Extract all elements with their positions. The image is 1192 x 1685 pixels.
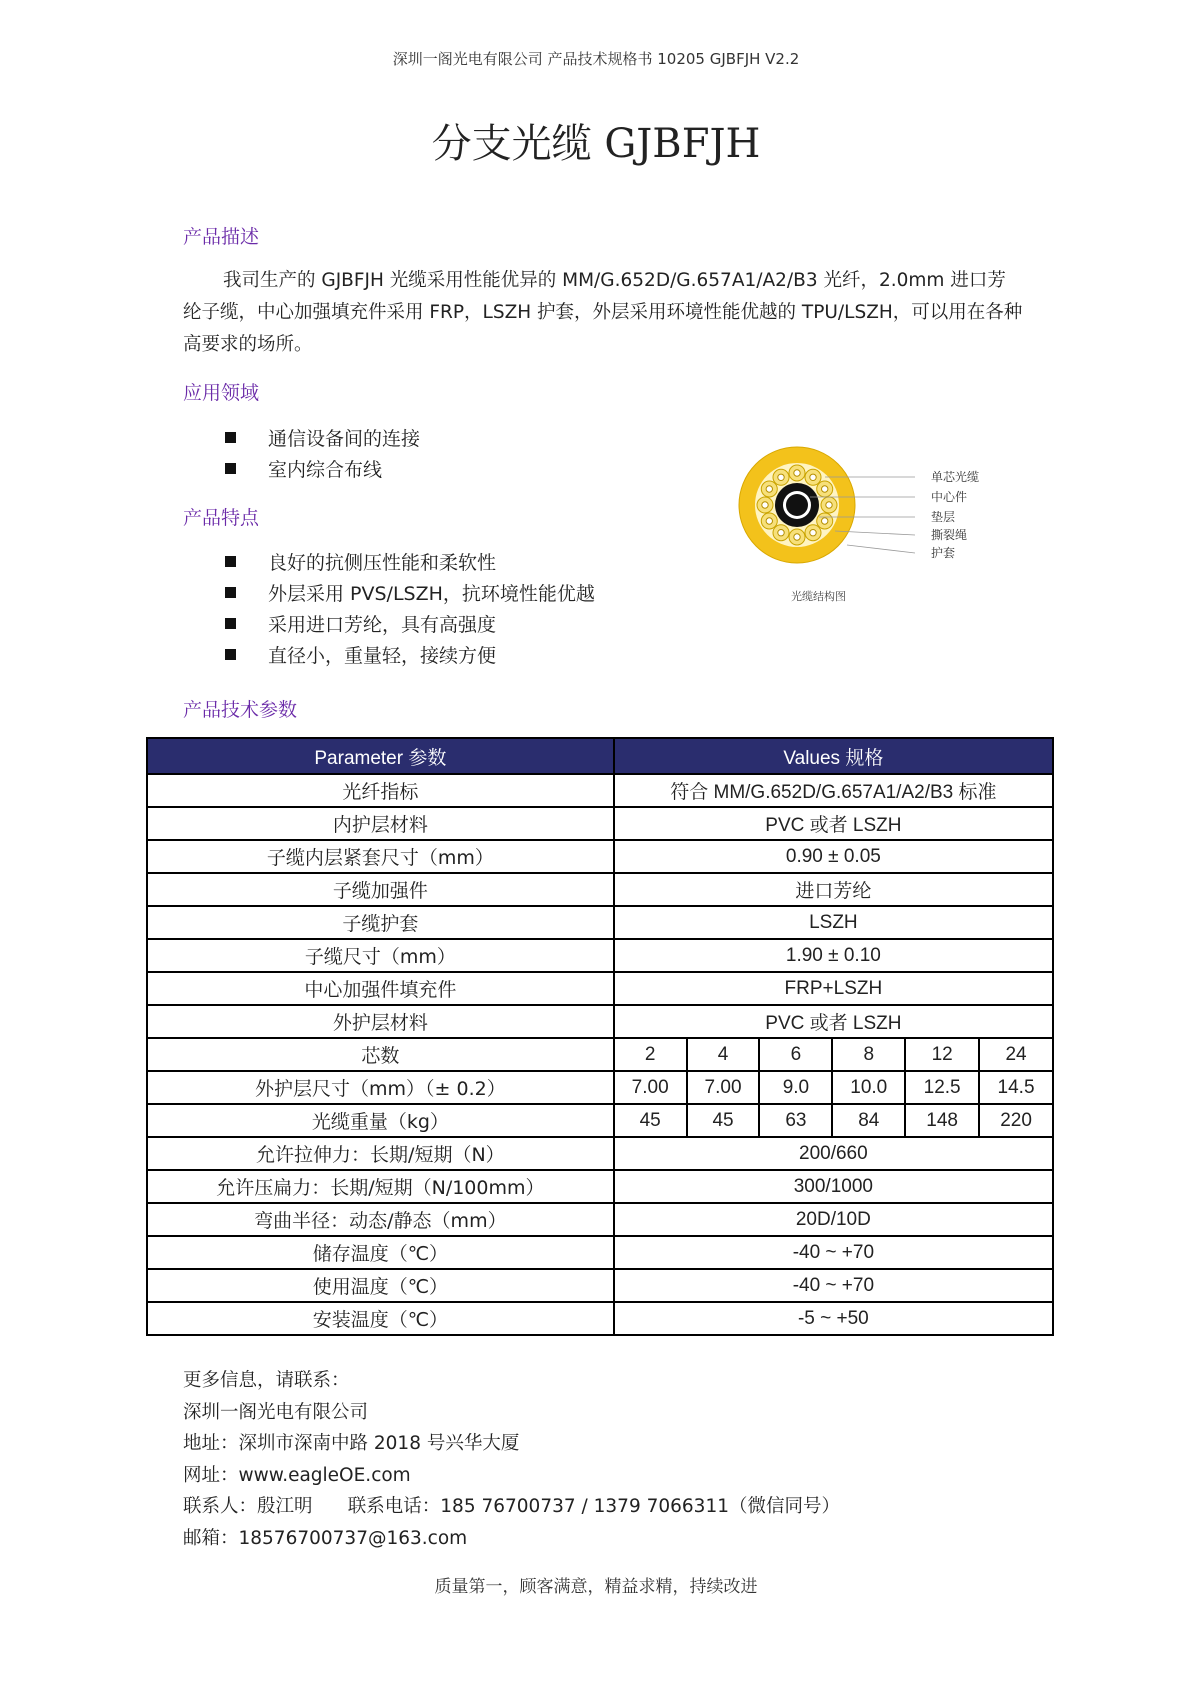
value-cell: 符合 MM/G.652D/G.657A1/A2/B3 标准 [614, 774, 1053, 807]
table-row [147, 1038, 1053, 1071]
param-cell: 安装温度（℃） [147, 1302, 614, 1335]
diagram-label: 中心件 [931, 490, 968, 504]
value-cell: PVC 或者 LSZH [614, 807, 1053, 840]
param-cell: 子缆加强件 [147, 873, 614, 906]
fiber-core [794, 534, 800, 540]
diagram-label: 垫层 [931, 510, 956, 524]
list-item: 直径小，重量轻，接续方便 [225, 641, 595, 672]
value-cell: 300/1000 [614, 1170, 1053, 1203]
table-row [147, 1104, 1053, 1137]
value-cell: 7.00 [687, 1071, 760, 1104]
param-cell: 光纤指标 [147, 774, 614, 807]
bullet-icon [225, 587, 236, 598]
table-row [147, 840, 1053, 873]
spec-table [146, 737, 1054, 1336]
fiber-core [762, 502, 768, 508]
contact-line: 邮箱：18576700737@163.com [183, 1527, 468, 1549]
value-cell: -5 ~ +50 [614, 1302, 1053, 1335]
value-cell: 进口芳纶 [614, 873, 1053, 906]
fiber-core [794, 470, 800, 476]
value-cell: 12 [905, 1038, 979, 1071]
contact-line: 地址：深圳市深南中路 2018 号兴华大厦 [183, 1433, 520, 1454]
page-header: 深圳一阁光电有限公司 产品技术规格书 10205 GJBFJH V2.2 [392, 50, 800, 68]
value-cell: 63 [759, 1104, 832, 1137]
value-cell: 220 [979, 1104, 1053, 1137]
list-item: 通信设备间的连接 [225, 424, 420, 455]
contact-line: 联系人：殷江明 联系电话：185 76700737 / 1379 7066311（微信同号） [183, 1496, 840, 1517]
value-cell: 148 [905, 1104, 979, 1137]
value-cell: 6 [759, 1038, 832, 1071]
value-cell: 2 [614, 1038, 687, 1071]
table-row [147, 1071, 1053, 1104]
table-row [147, 972, 1053, 1005]
table-header-row [147, 738, 1053, 774]
diagram-caption: 光缆结构图 [791, 590, 846, 603]
value-cell: 7.00 [614, 1071, 687, 1104]
value-cell: PVC 或者 LSZH [614, 1005, 1053, 1038]
cable-structure-diagram [735, 445, 985, 615]
param-cell: 弯曲半径：动态/静态（mm） [147, 1203, 614, 1236]
bullet-icon [225, 649, 236, 660]
fiber-core [810, 474, 816, 480]
contact-line: 更多信息，请联系： [183, 1370, 350, 1391]
fiber-core [822, 518, 828, 524]
fiber-core [778, 474, 784, 480]
value-cell: -40 ~ +70 [614, 1236, 1053, 1269]
applications-list [225, 424, 420, 486]
param-cell: 子缆护套 [147, 906, 614, 939]
param-cell: 允许拉伸力：长期/短期（N） [147, 1137, 614, 1170]
param-cell: 储存温度（℃） [147, 1236, 614, 1269]
param-cell: 允许压扁力：长期/短期（N/100mm） [147, 1170, 614, 1203]
table-row [147, 774, 1053, 807]
table-row [147, 1269, 1053, 1302]
value-cell: LSZH [614, 906, 1053, 939]
value-cell: 12.5 [905, 1071, 979, 1104]
central-member-core [786, 494, 808, 516]
value-cell: 10.0 [832, 1071, 905, 1104]
value-cell: FRP+LSZH [614, 972, 1053, 1005]
table-row [147, 1203, 1053, 1236]
param-cell: 子缆内层紧套尺寸（mm） [147, 840, 614, 873]
page-footer: 质量第一，顾客满意，精益求精，持续改进 [434, 1577, 758, 1597]
table-row [147, 1005, 1053, 1038]
bullet-icon [225, 463, 236, 474]
table-row [147, 873, 1053, 906]
description-text: 我司生产的 GJBFJH 光缆采用性能优异的 MM/G.652D/G.657A1/A2/B3 光纤，2.0mm 进口芳纶子缆，中心加强填充件采用 FRP，LSZH 护套，外层采用环境性能优越的 TPU/LSZH，可以用在各种高要求的场所。 [183, 270, 1023, 355]
fiber-core [766, 486, 772, 492]
list-item: 良好的抗侧压性能和柔软性 [225, 548, 595, 579]
value-cell: 84 [832, 1104, 905, 1137]
fiber-core [766, 518, 772, 524]
param-cell: 外护层材料 [147, 1005, 614, 1038]
contact-line: 网址：www.eagleOE.com [183, 1464, 411, 1486]
section-heading-spec: 产品技术参数 [183, 699, 298, 721]
value-cell: 14.5 [979, 1071, 1053, 1104]
value-cell: 8 [832, 1038, 905, 1071]
param-cell: 中心加强件填充件 [147, 972, 614, 1005]
table-header-cell: Parameter 参数 [147, 738, 614, 774]
diagram-label: 护套 [931, 546, 956, 560]
list-item: 外层采用 PVS/LSZH，抗环境性能优越 [225, 579, 595, 610]
value-cell: 45 [614, 1104, 687, 1137]
list-item: 室内综合布线 [225, 455, 420, 486]
table-row [147, 1137, 1053, 1170]
value-cell: 1.90 ± 0.10 [614, 939, 1053, 972]
param-cell: 使用温度（℃） [147, 1269, 614, 1302]
param-cell: 光缆重量（kg） [147, 1104, 614, 1137]
table-header-cell: Values 规格 [614, 738, 1053, 774]
fiber-core [810, 530, 816, 536]
value-cell: 24 [979, 1038, 1053, 1071]
diagram-label: 单芯光缆 [931, 470, 980, 484]
table-row [147, 1170, 1053, 1203]
param-cell: 子缆尺寸（mm） [147, 939, 614, 972]
table-row [147, 906, 1053, 939]
value-cell: 45 [687, 1104, 760, 1137]
value-cell: 0.90 ± 0.05 [614, 840, 1053, 873]
section-heading-description: 产品描述 [183, 226, 260, 248]
bullet-icon [225, 432, 236, 443]
value-cell: 20D/10D [614, 1203, 1053, 1236]
section-heading-features: 产品特点 [183, 507, 260, 529]
param-cell: 内护层材料 [147, 807, 614, 840]
section-heading-applications: 应用领域 [183, 382, 260, 404]
features-list [225, 548, 595, 672]
param-cell: 芯数 [147, 1038, 614, 1071]
value-cell: 9.0 [759, 1071, 832, 1104]
value-cell: -40 ~ +70 [614, 1269, 1053, 1302]
bullet-icon [225, 618, 236, 629]
list-item: 采用进口芳纶，具有高强度 [225, 610, 595, 641]
table-row [147, 939, 1053, 972]
value-cell: 200/660 [614, 1137, 1053, 1170]
contact-line: 深圳一阁光电有限公司 [183, 1401, 369, 1423]
table-row [147, 1236, 1053, 1269]
table-row [147, 1302, 1053, 1335]
value-cell: 4 [687, 1038, 760, 1071]
fiber-core [778, 530, 784, 536]
fiber-core [826, 502, 832, 508]
page-title: 分支光缆 GJBFJH [431, 121, 761, 167]
param-cell: 外护层尺寸（mm）（± 0.2） [147, 1071, 614, 1104]
bullet-icon [225, 556, 236, 567]
table-row [147, 807, 1053, 840]
fiber-core [822, 486, 828, 492]
contact-block [183, 1365, 840, 1554]
diagram-label: 撕裂绳 [931, 528, 968, 542]
